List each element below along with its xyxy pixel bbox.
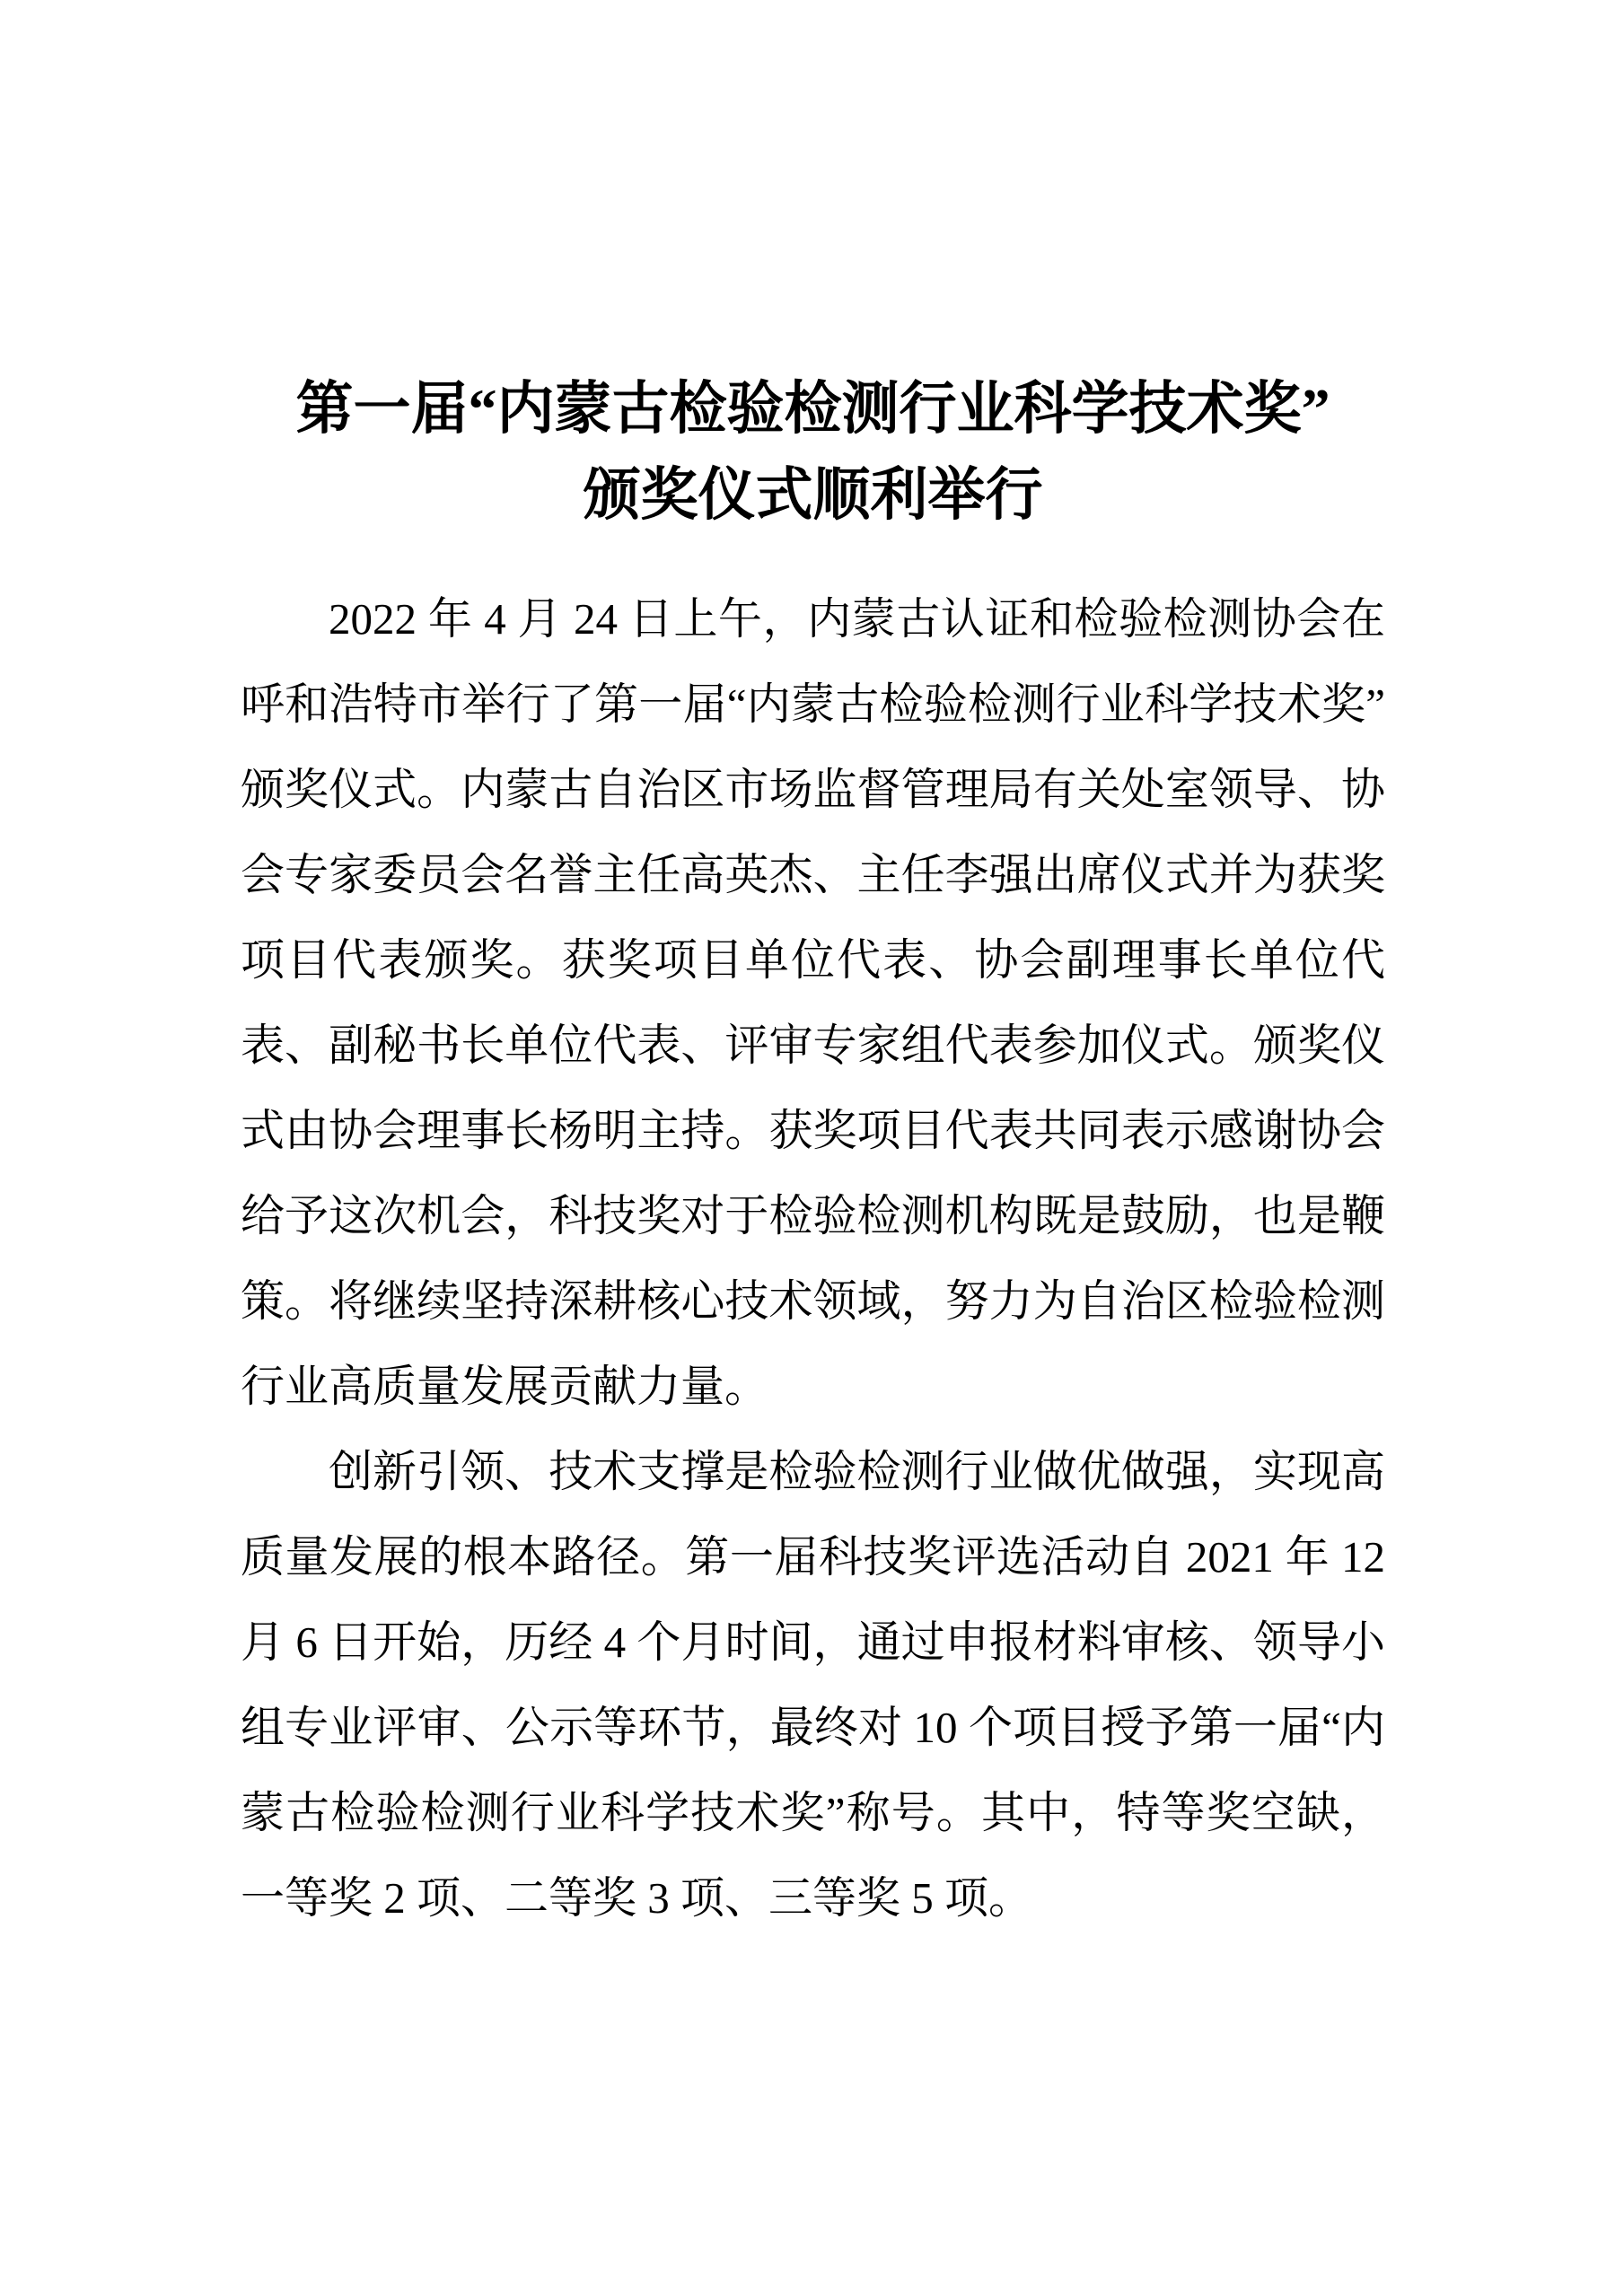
document-body [241, 576, 1385, 1941]
document-title-line-1: 第一届“内蒙古检验检测行业科学技术奖” [295, 377, 1330, 441]
document-content [241, 366, 1385, 1941]
paragraph-2: 创新引领、技术支撑是检验检测行业做优做强，实现高质量发展的根本路径。第一届科技奖评选活动自 2021 年 12 月 6 日开始，历经 4 个月时间，通过申报材料审核、领导小组专业评审、公示等环节，最终对 10 个项目授予第一届“内蒙古检验检测行业科学技术奖”称号。其中，特等奖空缺，一等奖 2 项、二等奖 3 项、三等奖 5 项。 [241, 1447, 1385, 1923]
document-title [241, 366, 1385, 539]
paragraph-1: 2022 年 4 月 24 日上午，内蒙古认证和检验检测协会在呼和浩特市举行了第一届“内蒙古检验检测行业科学技术奖”颁奖仪式。内蒙古自治区市场监督管理局有关处室领导、协会专家委员会名誉主任高英杰、主任李强出席仪式并为获奖项目代表颁奖。获奖项目单位代表、协会副理事长单位代表、副秘书长单位代表、评审专家组代表参加仪式。颁奖仪式由协会理事长杨明主持。获奖项目代表共同表示感谢协会给予这次机会，科技奖对于检验检测机构既是鼓励，也是鞭策。将继续坚持深耕核心技术领域，努力为自治区检验检测行业高质量发展贡献力量。 [241, 594, 1385, 1411]
document-title-line-2: 颁奖仪式顺利举行 [583, 463, 1043, 527]
